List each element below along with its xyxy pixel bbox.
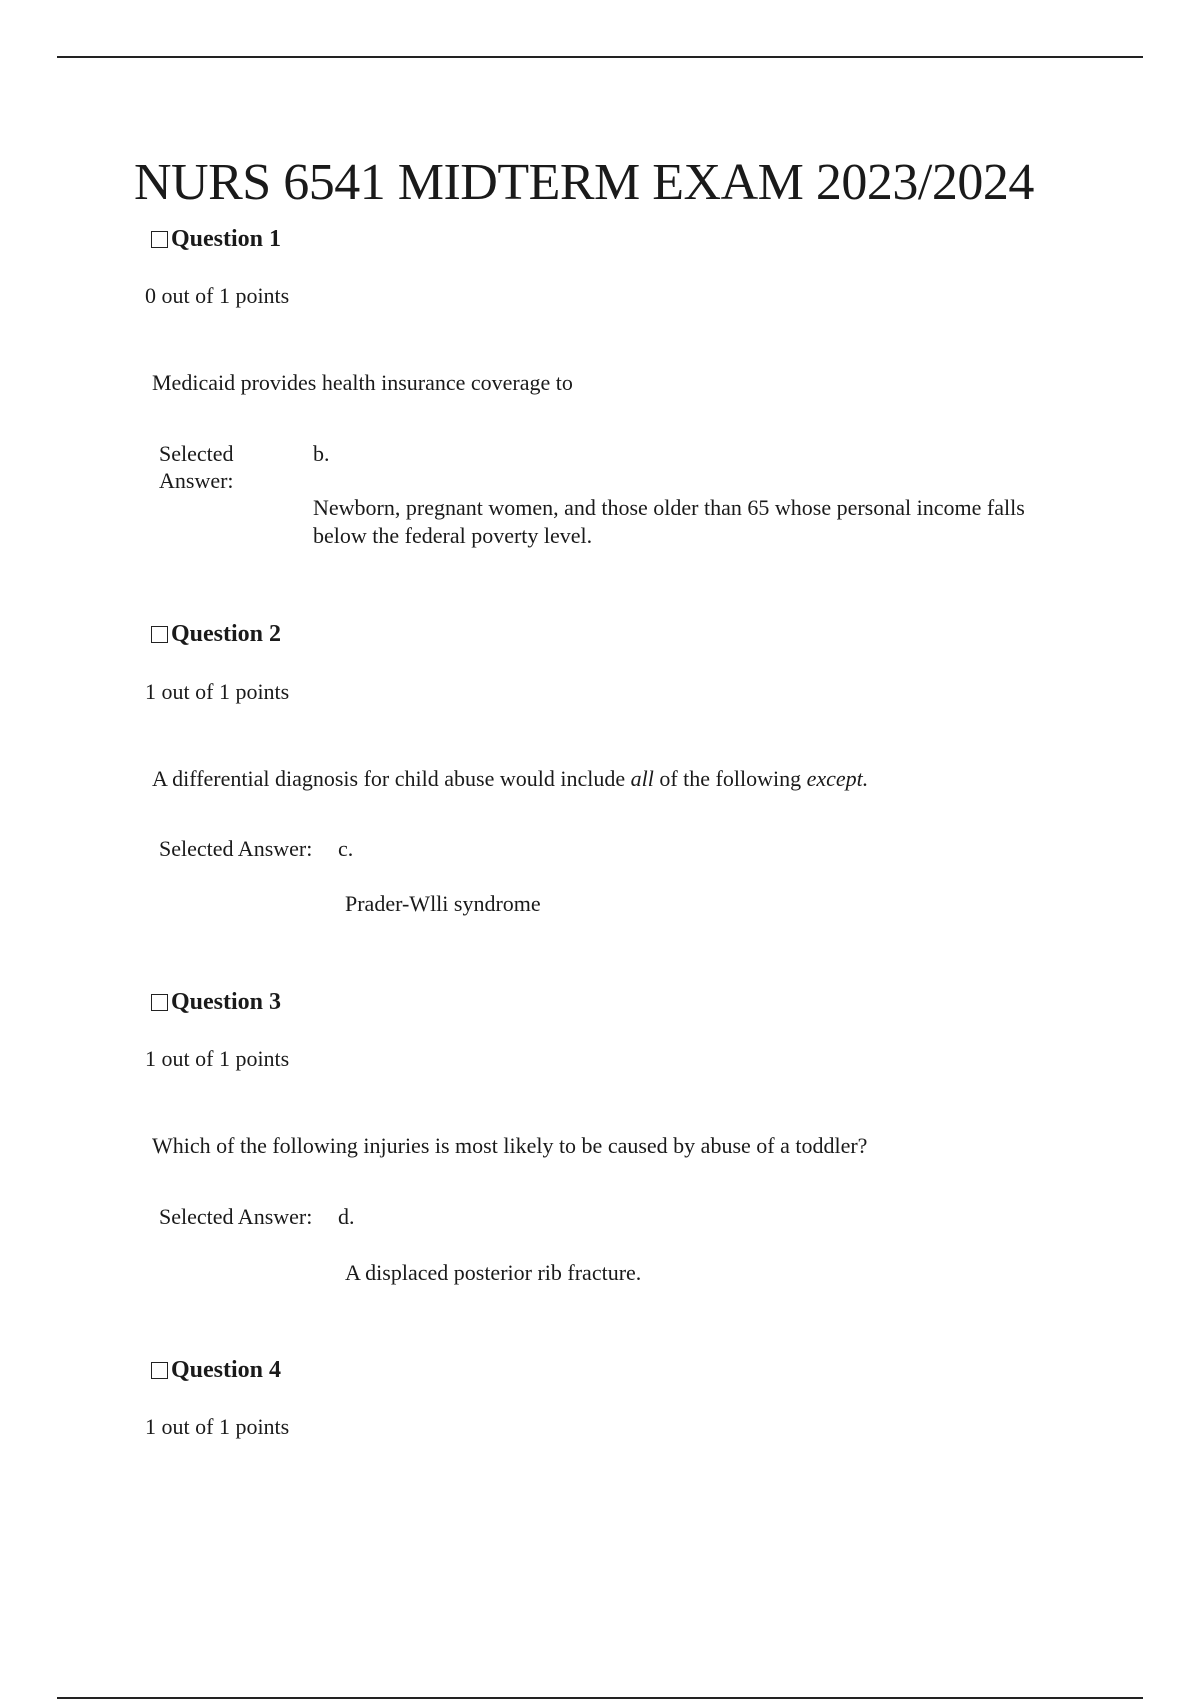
question-title: Question 2 bbox=[171, 621, 282, 647]
question-prompt-3: Which of the following injuries is most likely to be caused by abuse of a toddler? bbox=[152, 1133, 868, 1158]
bottom-rule bbox=[57, 1697, 1143, 1699]
question-heading-4 bbox=[151, 1355, 281, 1385]
prompt-emphasis: all bbox=[630, 766, 654, 791]
prompt-text: of the following bbox=[653, 766, 807, 791]
question-title: Question 4 bbox=[171, 1357, 282, 1383]
answer-letter-3: d. bbox=[338, 1204, 355, 1229]
selected-answer-label-1 bbox=[159, 440, 234, 494]
answer-letter-2: c. bbox=[338, 836, 354, 861]
question-points-3: 1 out of 1 points bbox=[145, 1046, 290, 1071]
question-points-4: 1 out of 1 points bbox=[145, 1414, 290, 1439]
prompt-emphasis: except. bbox=[806, 766, 869, 791]
answer-text-2: Prader-Wlli syndrome bbox=[345, 891, 541, 916]
question-points-1: 0 out of 1 points bbox=[145, 283, 290, 308]
prompt-text: A differential diagnosis for child abuse would include bbox=[152, 766, 631, 791]
question-title: Question 3 bbox=[171, 989, 282, 1015]
answer-text-3: A displaced posterior rib fracture. bbox=[345, 1260, 642, 1285]
page-title: NURS 6541 MIDTERM EXAM 2023/2024 bbox=[134, 154, 1034, 211]
checkbox-icon bbox=[151, 626, 168, 643]
answer-letter-1: b. bbox=[313, 441, 330, 466]
answer-text-1: Newborn, pregnant women, and those older than 65 whose personal income falls below the federal poverty level. bbox=[313, 495, 1025, 548]
selected-label-line-1: Selected bbox=[159, 441, 234, 466]
selected-answer-label-3: Selected Answer: bbox=[159, 1204, 313, 1229]
selected-label-line-2: Answer: bbox=[159, 468, 234, 493]
checkbox-icon bbox=[151, 1362, 168, 1379]
selected-answer-label-2: Selected Answer: bbox=[159, 836, 313, 861]
question-heading-1 bbox=[151, 224, 281, 254]
checkbox-icon bbox=[151, 231, 168, 248]
question-heading-3 bbox=[151, 987, 281, 1017]
checkbox-icon bbox=[151, 994, 168, 1011]
question-title: Question 1 bbox=[171, 226, 282, 252]
question-heading-2 bbox=[151, 619, 281, 649]
top-rule bbox=[57, 56, 1143, 58]
question-prompt-1: Medicaid provides health insurance coverage to bbox=[152, 370, 573, 395]
question-points-2: 1 out of 1 points bbox=[145, 679, 290, 704]
question-prompt-2 bbox=[152, 765, 868, 793]
